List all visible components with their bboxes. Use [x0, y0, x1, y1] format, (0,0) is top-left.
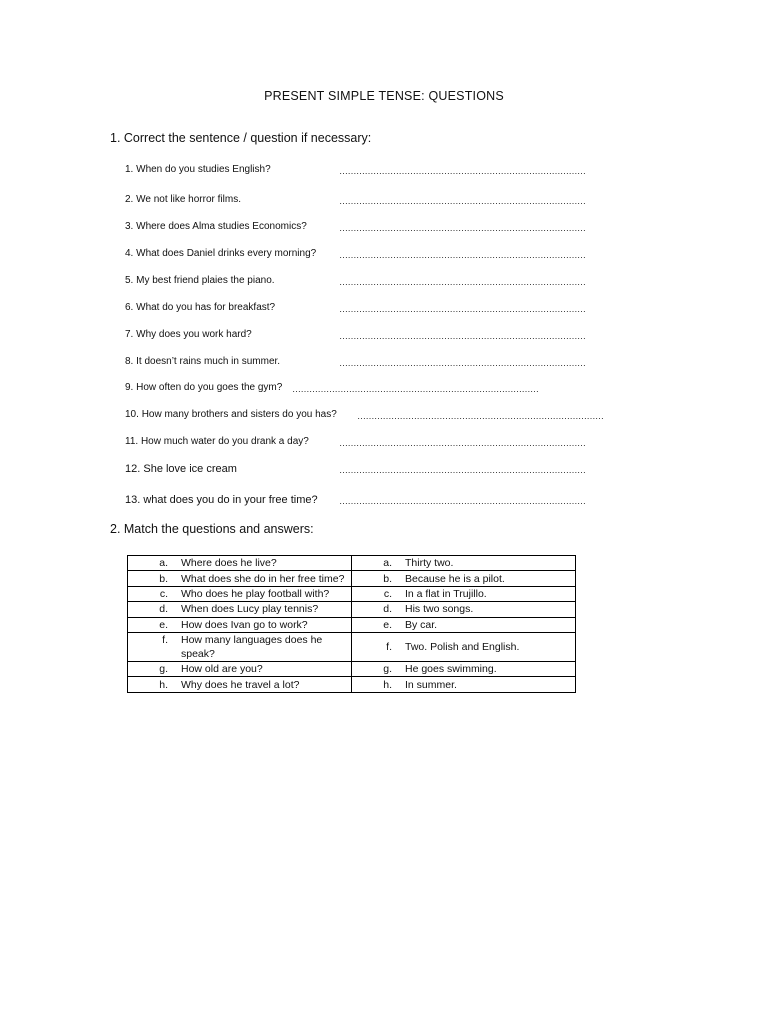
answer-line-7: ……………………………………………………………………………	[339, 331, 586, 341]
question-number: 4.	[125, 248, 134, 259]
question-1	[125, 164, 271, 175]
answer-line-10: ……………………………………………………………………………	[357, 411, 604, 421]
question-text: How does Ivan go to work?	[181, 618, 308, 631]
table-row	[128, 556, 576, 571]
question-text: What does she do in her free time?	[181, 572, 345, 585]
question-text: Why does he travel a lot?	[181, 678, 300, 691]
question-text: Why does you work hard?	[136, 329, 252, 340]
answer-text: He goes swimming.	[405, 663, 497, 676]
question-7	[125, 329, 252, 340]
answer-cell	[352, 602, 576, 617]
answer-line-13: ……………………………………………………………………………	[339, 496, 586, 506]
question-10	[125, 409, 337, 420]
question-9	[125, 382, 282, 393]
row-letter: a.	[159, 557, 168, 570]
row-letter: d.	[159, 603, 168, 616]
answer-cell	[352, 556, 576, 571]
question-6	[125, 302, 275, 313]
answer-line-3: ……………………………………………………………………………	[339, 223, 586, 233]
answer-line-9: ……………………………………………………………………………	[292, 384, 539, 394]
answer-cell	[352, 617, 576, 632]
question-4	[125, 248, 316, 259]
question-number: 9.	[125, 382, 134, 393]
question-number: 5.	[125, 275, 134, 286]
question-number: 1.	[125, 164, 134, 175]
question-text: We not like horror films.	[136, 194, 241, 205]
answer-line-1: ……………………………………………………………………………	[339, 166, 586, 176]
row-letter: g.	[159, 663, 168, 676]
question-cell	[128, 602, 352, 617]
question-text: How many brothers and sisters do you has?	[141, 409, 337, 420]
question-text: How many languages does he speak?	[181, 633, 323, 660]
row-letter: f.	[162, 633, 168, 646]
row-letter: b.	[383, 572, 392, 585]
row-letter: h.	[383, 678, 392, 691]
table-row	[128, 571, 576, 586]
question-number: 7.	[125, 329, 134, 340]
question-5	[125, 275, 275, 286]
question-text: When do you studies English?	[136, 164, 271, 175]
question-cell	[128, 556, 352, 571]
question-cell	[128, 661, 352, 676]
section2-heading: 2. Match the questions and answers:	[110, 522, 314, 536]
row-letter: a.	[383, 557, 392, 570]
question-3	[125, 221, 307, 232]
answer-line-4: ……………………………………………………………………………	[339, 250, 586, 260]
table-row	[128, 677, 576, 692]
table-row	[128, 586, 576, 601]
row-letter: b.	[159, 572, 168, 585]
question-text: What does Daniel drinks every morning?	[136, 248, 317, 259]
question-text: Where does he live?	[181, 557, 277, 570]
row-letter: e.	[383, 618, 392, 631]
question-number: 13.	[125, 494, 141, 506]
question-cell	[128, 571, 352, 586]
answer-text: Thirty two.	[405, 557, 454, 570]
row-letter: h.	[159, 678, 168, 691]
question-number: 11.	[125, 436, 139, 447]
row-letter: d.	[383, 603, 392, 616]
answer-cell	[352, 586, 576, 601]
answer-line-5: ……………………………………………………………………………	[339, 277, 586, 287]
match-table	[127, 555, 576, 693]
answer-cell	[352, 661, 576, 676]
question-12	[125, 463, 237, 475]
question-number: 12.	[125, 463, 141, 475]
question-number: 10.	[125, 409, 139, 420]
answer-text: His two songs.	[405, 603, 474, 616]
answer-text: Because he is a pilot.	[405, 572, 505, 585]
question-cell	[128, 632, 352, 661]
question-number: 2.	[125, 194, 134, 205]
answer-line-6: ……………………………………………………………………………	[339, 304, 586, 314]
question-cell	[128, 677, 352, 692]
question-2	[125, 194, 241, 205]
question-text: Who does he play football with?	[181, 587, 330, 600]
row-letter: g.	[383, 663, 392, 676]
answer-text: In a flat in Trujillo.	[405, 587, 487, 600]
question-text: My best friend plaies the piano.	[136, 275, 275, 286]
table-row	[128, 617, 576, 632]
answer-cell	[352, 677, 576, 692]
table-row	[128, 602, 576, 617]
question-number: 8.	[125, 356, 134, 367]
question-cell	[128, 617, 352, 632]
question-cell	[128, 586, 352, 601]
answer-line-12: ……………………………………………………………………………	[339, 465, 586, 475]
section1-heading: 1. Correct the sentence / question if necessary:	[110, 131, 372, 145]
question-text: what does you do in your free time?	[143, 494, 318, 506]
row-letter: c.	[159, 587, 168, 600]
question-text: Where does Alma studies Economics?	[136, 221, 307, 232]
answer-cell	[352, 632, 576, 661]
question-text: How often do you goes the gym?	[136, 382, 283, 393]
answer-text: In summer.	[405, 678, 457, 691]
question-number: 6.	[125, 302, 134, 313]
table-row	[128, 632, 576, 661]
question-text: What do you has for breakfast?	[136, 302, 276, 313]
question-text: How much water do you drank a day?	[140, 436, 309, 447]
answer-line-8: ……………………………………………………………………………	[339, 358, 586, 368]
row-letter: c.	[383, 587, 392, 600]
question-text: She love ice cream	[143, 463, 237, 475]
question-text: It doesn’t rains much in summer.	[136, 356, 281, 367]
row-letter: f.	[386, 640, 392, 653]
answer-line-2: ……………………………………………………………………………	[339, 196, 586, 206]
page-title: PRESENT SIMPLE TENSE: QUESTIONS	[264, 89, 504, 103]
answer-cell	[352, 571, 576, 586]
question-13	[125, 494, 318, 506]
question-number: 3.	[125, 221, 134, 232]
row-letter: e.	[159, 618, 168, 631]
question-text: When does Lucy play tennis?	[181, 603, 319, 616]
answer-line-11: ……………………………………………………………………………	[339, 438, 586, 448]
question-8	[125, 356, 280, 367]
table-row	[128, 661, 576, 676]
question-text: How old are you?	[181, 663, 263, 676]
question-11	[125, 436, 309, 447]
answer-text: By car.	[405, 618, 438, 631]
answer-text: Two. Polish and English.	[405, 640, 520, 653]
